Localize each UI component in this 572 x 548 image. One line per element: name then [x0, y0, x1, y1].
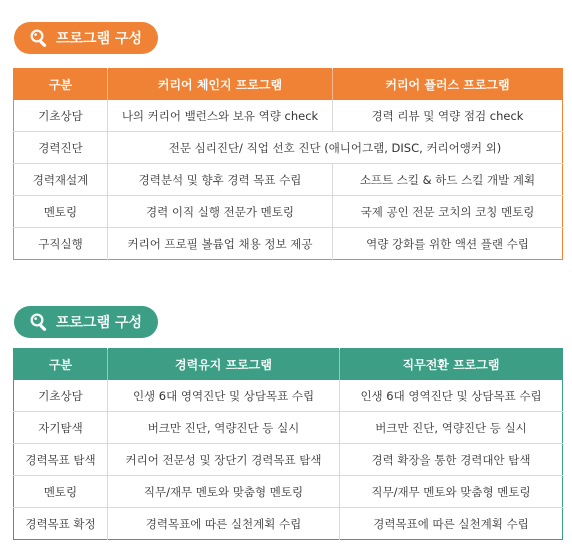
- table-cell: 버크만 진단, 역량진단 등 실시: [340, 412, 563, 444]
- row-category: 기초상담: [14, 100, 108, 132]
- table-row: [14, 196, 563, 228]
- section-title-pill: [14, 22, 158, 54]
- table-cell: 버크만 진단, 역량진단 등 실시: [108, 412, 340, 444]
- row-category: 경력재설계: [14, 164, 108, 196]
- table-cell: 국제 공인 전문 코치의 코칭 멘토링: [333, 196, 563, 228]
- column-header: 구분: [14, 349, 108, 381]
- table-cell: 나의 커리어 밸런스와 보유 역량 check: [108, 100, 333, 132]
- column-header: 커리어 체인지 프로그램: [108, 69, 333, 101]
- table-cell: 역량 강화를 위한 액션 플랜 수립: [333, 228, 563, 260]
- table-cell: 직무/재무 멘토와 맞춤형 멘토링: [108, 476, 340, 508]
- table-cell: 인생 6대 영역진단 및 상담목표 수립: [108, 380, 340, 412]
- table-cell: 경력 리뷰 및 역량 점검 check: [371, 108, 524, 123]
- table-cell: 경력목표에 따른 실천계획 수립: [108, 508, 340, 540]
- search-icon: [28, 27, 50, 49]
- table-row: [14, 132, 563, 164]
- row-category: 자기탐색: [14, 412, 108, 444]
- table-cell: 경력목표에 따른 실천계획 수립: [340, 508, 563, 540]
- table-cell: 소프트 스킬 & 하드 스킬 개발 계획: [333, 164, 563, 196]
- program-table: [13, 68, 563, 260]
- section-title: 프로그램 구성: [56, 315, 143, 331]
- table-row: [14, 100, 563, 132]
- table-row: [14, 380, 563, 412]
- table-cell: 커리어 전문성 및 장단기 경력목표 탐색: [108, 444, 340, 476]
- table-header-row: [14, 69, 563, 101]
- table-row: [14, 444, 563, 476]
- table-cell: 경력 확장을 통한 경력대안 탐색: [340, 444, 563, 476]
- column-header: 구분: [14, 69, 108, 101]
- table-row: [14, 508, 563, 540]
- table-cell: 커리어 프로필 볼륨업 채용 정보 제공: [108, 228, 333, 260]
- row-category: 기초상담: [14, 380, 108, 412]
- column-header: 직무전환 프로그램: [340, 349, 563, 381]
- table-row: [14, 412, 563, 444]
- table-cell: 직무/재무 멘토와 맞춤형 멘토링: [340, 476, 563, 508]
- table-cell: 인생 6대 영역진단 및 상담목표 수립: [360, 388, 542, 403]
- row-category: 경력목표 탐색: [14, 444, 108, 476]
- table-cell: 경력분석 및 향후 경력 목표 수립: [108, 164, 333, 196]
- row-category: 경력진단: [14, 132, 108, 164]
- row-category: 멘토링: [14, 196, 108, 228]
- table-header-row: [14, 349, 563, 381]
- column-header: 경력유지 프로그램: [108, 349, 340, 381]
- program-table: [13, 348, 563, 540]
- table-row: [14, 476, 563, 508]
- section-title-pill: [14, 306, 158, 338]
- table-row: [14, 228, 563, 260]
- row-category: 구직실행: [14, 228, 108, 260]
- section-title: 프로그램 구성: [56, 31, 143, 47]
- table-cell: 전문 심리진단/ 직업 선호 진단 (애니어그램, DISC, 커리어앵커 외): [108, 132, 563, 164]
- search-icon: [28, 311, 50, 333]
- table-cell: 경력 이직 실행 전문가 멘토링: [108, 196, 333, 228]
- row-category: 경력목표 확정: [14, 508, 108, 540]
- column-header: 커리어 플러스 프로그램: [333, 69, 563, 101]
- row-category: 멘토링: [14, 476, 108, 508]
- table-row: [14, 164, 563, 196]
